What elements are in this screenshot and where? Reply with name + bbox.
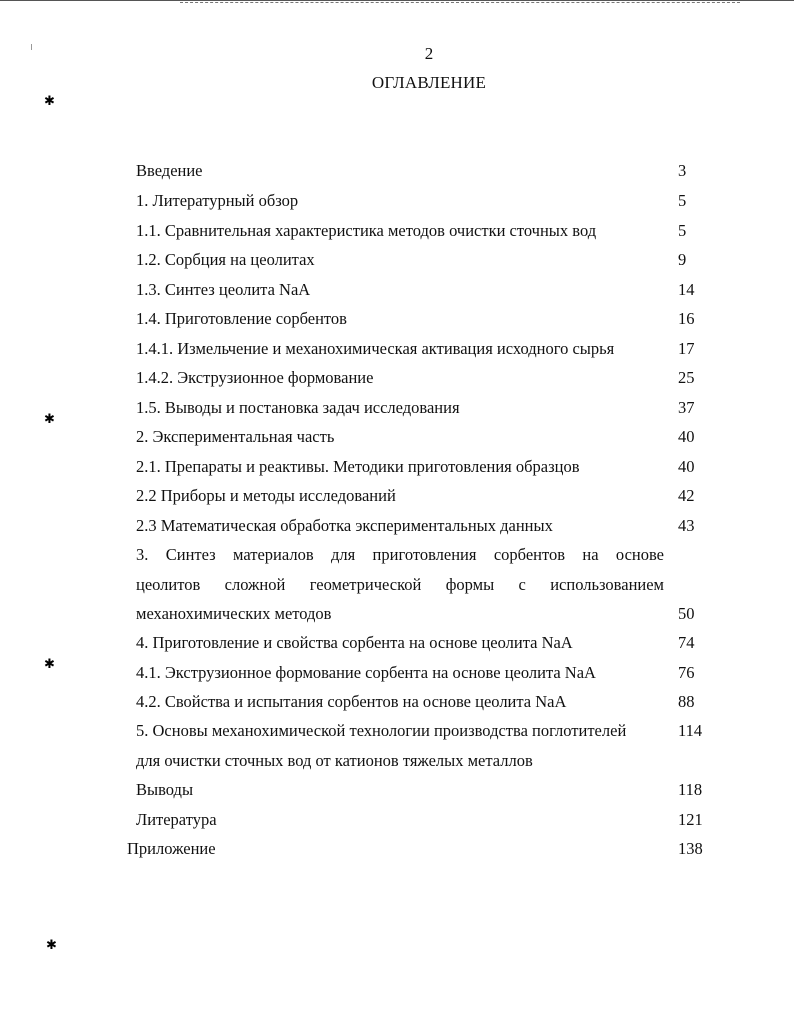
toc-entry-page: 40 — [678, 427, 695, 446]
toc-entry-label-line: цеолитов сложной геометрической формы с использованием — [136, 575, 664, 594]
toc-entry-page: 25 — [678, 368, 695, 387]
toc-entry-label: 2.1. Препараты и реактивы. Методики приготовления образцов — [136, 457, 580, 476]
toc-entry-label: 1.4.1. Измельчение и механохимическая активация исходного сырья — [136, 339, 615, 358]
toc-entry-label: 1.4. Приготовление сорбентов — [136, 309, 347, 328]
toc-entry-page: 50 — [678, 604, 695, 623]
toc-entry-label: 2.2 Приборы и методы исследований — [136, 486, 396, 505]
toc-entry-page: 114 — [678, 721, 703, 740]
toc-entry-label-line: 3. Синтез материалов для приготовления сорбентов на основе — [136, 545, 664, 564]
toc-entry-page: 9 — [678, 250, 687, 269]
toc-entry-page: 118 — [678, 780, 703, 799]
toc-entry-label-line: механохимических методов — [136, 604, 332, 623]
scan-blot-mark: ✱ — [46, 937, 57, 952]
toc-entry-page: 88 — [678, 692, 695, 711]
toc-entry-label: Выводы — [136, 780, 194, 799]
toc-entry-label: 4. Приготовление и свойства сорбента на основе цеолита NaA — [136, 633, 573, 652]
toc-entry-page: 43 — [678, 516, 695, 535]
toc-entry-label: 4.1. Экструзионное формование сорбента на основе цеолита NaA — [136, 663, 596, 682]
toc-entry-label: 1.2. Сорбция на цеолитах — [136, 250, 315, 269]
toc-entry-label: 1.3. Синтез цеолита NaA — [136, 280, 311, 299]
scan-blot-mark: ✱ — [44, 93, 55, 108]
toc-entry-label: Литература — [136, 810, 217, 829]
toc-entry-page: 3 — [678, 161, 687, 180]
toc-entry-label-line: для очистки сточных вод от катионов тяжелых металлов — [136, 751, 533, 770]
toc-entry-label: 4.2. Свойства и испытания сорбентов на основе цеолита NaA — [136, 692, 567, 711]
toc-entry-label: 2. Экспериментальная часть — [136, 427, 335, 446]
toc-entry-page: 74 — [678, 633, 695, 652]
toc-entry-label: 1.4.2. Экструзионное формование — [136, 368, 374, 387]
toc-entry-label: Введение — [136, 161, 203, 180]
scan-blot-mark: ✱ — [44, 656, 55, 671]
toc-entry-page: 14 — [678, 280, 695, 299]
toc-entry-page: 17 — [678, 339, 695, 358]
toc-entry-page: 138 — [678, 839, 703, 858]
page-number: 2 — [424, 44, 434, 63]
toc-entry-label-line: 5. Основы механохимической технологии производства поглотителей — [136, 721, 627, 740]
toc-entry-page: 76 — [678, 663, 695, 682]
toc-entry-label: Приложение — [127, 839, 216, 858]
toc-entry-page: 121 — [678, 810, 703, 829]
toc-entry-page: 37 — [678, 398, 695, 417]
scan-blot-mark: ✱ — [44, 411, 55, 426]
toc-entry-page: 40 — [678, 457, 695, 476]
toc-entry-page: 42 — [678, 486, 695, 505]
toc-entry-label: 2.3 Математическая обработка экспериментальных данных — [136, 516, 553, 535]
toc-entry-label: 1.5. Выводы и постановка задач исследования — [136, 398, 460, 417]
toc-entry-label: 1. Литературный обзор — [136, 191, 299, 210]
toc-entry-page: 5 — [678, 221, 687, 240]
toc-entry-page: 5 — [678, 191, 687, 210]
toc-entry-label: 1.1. Сравнительная характеристика методов очистки сточных вод — [136, 221, 597, 240]
page-title: ОГЛАВЛЕНИЕ — [371, 73, 487, 92]
toc-entry-page: 16 — [678, 309, 695, 328]
